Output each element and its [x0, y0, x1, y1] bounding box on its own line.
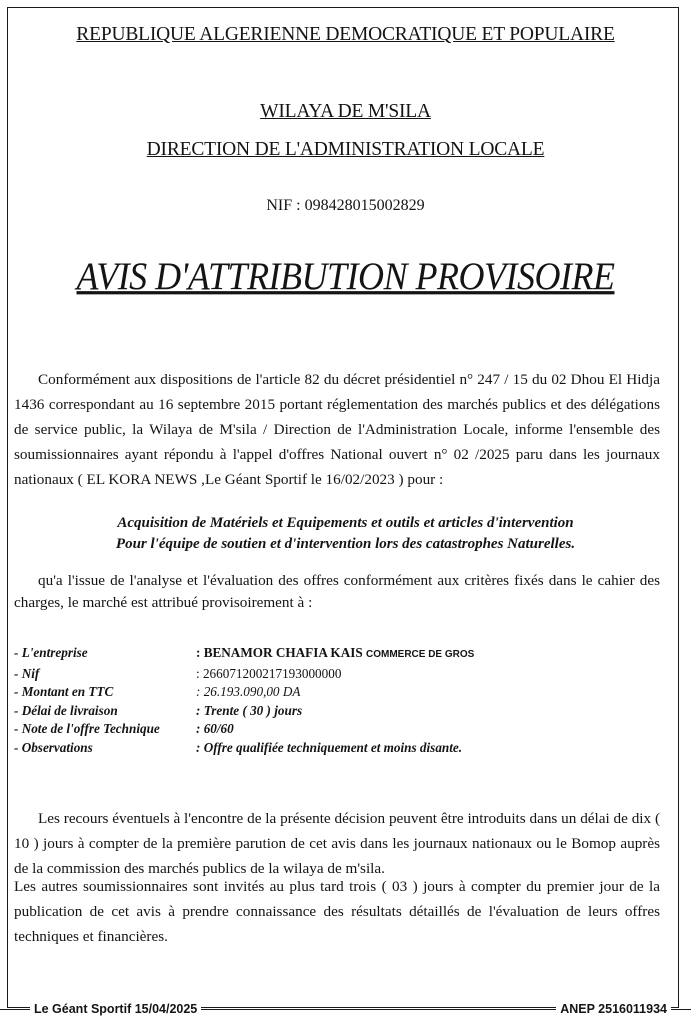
- nif-number: NIF : 098428015002829: [266, 197, 425, 214]
- detail-row-observations: [14, 739, 654, 758]
- detail-label: - Observations: [14, 739, 93, 755]
- footer-anep-reference: ANEP 2516011934: [556, 1000, 671, 1018]
- direction-heading: DIRECTION DE L'ADMINISTRATION LOCALE: [146, 139, 545, 160]
- detail-label: - Note de l'offre Technique: [14, 721, 160, 737]
- detail-value: : Offre qualifiée techniquement et moins disante.: [196, 739, 463, 755]
- objet-line-2: Pour l'équipe de soutien et d'intervention lors des catastrophes Naturelles.: [115, 536, 576, 552]
- invitation-paragraph: Les autres soumissionnaires sont invités au plus tard trois ( 03 ) jours à compter du premier jour de la publication de cet avis à prendre connaissance des résultats détaillés de l'évaluation de leurs offres techniques et financières.: [14, 878, 660, 945]
- detail-value: : 26.193.090,00 DA: [196, 684, 301, 700]
- notice-title: AVIS D'ATTRIBUTION PROVISOIRE: [76, 254, 615, 298]
- objet-block: [0, 513, 691, 555]
- detail-row-nif: [14, 665, 654, 684]
- detail-label: - Délai de livraison: [14, 702, 118, 718]
- footer-bar: [0, 1000, 691, 1020]
- detail-row-montant: [14, 683, 654, 702]
- detail-label: - Nif: [14, 665, 40, 681]
- wilaya-heading: WILAYA DE M'SILA: [260, 101, 431, 122]
- attribution-paragraph: qu'a l'issue de l'analyse et l'évaluation des offres conformément aux critères fixés dans le cahier des charges, le marché est attribué provisoirement à :: [14, 572, 660, 611]
- detail-value: : 266071200217193000000: [196, 665, 342, 681]
- intro-paragraph: Conformément aux dispositions de l'article 82 du décret présidentiel n° 247 / 15 du 02 Dhou El Hidja 1436 correspondant au 16 septembre 2015 portant réglementation des marchés publics et des délégations de service public, la Wilaya de M'sila / Direction de l'Administration Locale, informe l'ensemble des soumissionnaires ayant répondu à l'appel d'offres National ouvert n° 02 /2025 paru dans les journaux nationaux ( EL KORA NEWS ,Le Géant Sportif le 16/02/2023 ) pour :: [14, 371, 660, 488]
- detail-row-delai: [14, 702, 654, 721]
- republic-heading: REPUBLIQUE ALGERIENNE DEMOCRATIQUE ET POPULAIRE: [76, 24, 615, 45]
- objet-line-1: Acquisition de Matériels et Equipements et outils et articles d'intervention: [117, 515, 574, 531]
- recours-paragraph: Les recours éventuels à l'encontre de la présente décision peuvent être introduits dans un délai de dix ( 10 ) jours à compter de la première parution de cet avis dans les journaux nationaux ou le Bomop auprès de la commission des marchés publics de la wilaya de m'sila.: [14, 810, 660, 877]
- detail-row-note: [14, 720, 654, 739]
- company-name: : BENAMOR CHAFIA KAIS: [196, 645, 363, 660]
- detail-value: : Trente ( 30 ) jours: [196, 702, 303, 718]
- detail-value: : 60/60: [196, 721, 234, 737]
- detail-value: [196, 644, 474, 665]
- detail-row-entreprise: [14, 644, 654, 665]
- attribution-details: [14, 644, 654, 758]
- detail-label: - Montant en TTC: [14, 684, 114, 700]
- detail-label: - L'entreprise: [14, 645, 88, 660]
- footer-publication: Le Géant Sportif 15/04/2025: [30, 1000, 201, 1018]
- company-activity: COMMERCE DE GROS: [365, 649, 475, 660]
